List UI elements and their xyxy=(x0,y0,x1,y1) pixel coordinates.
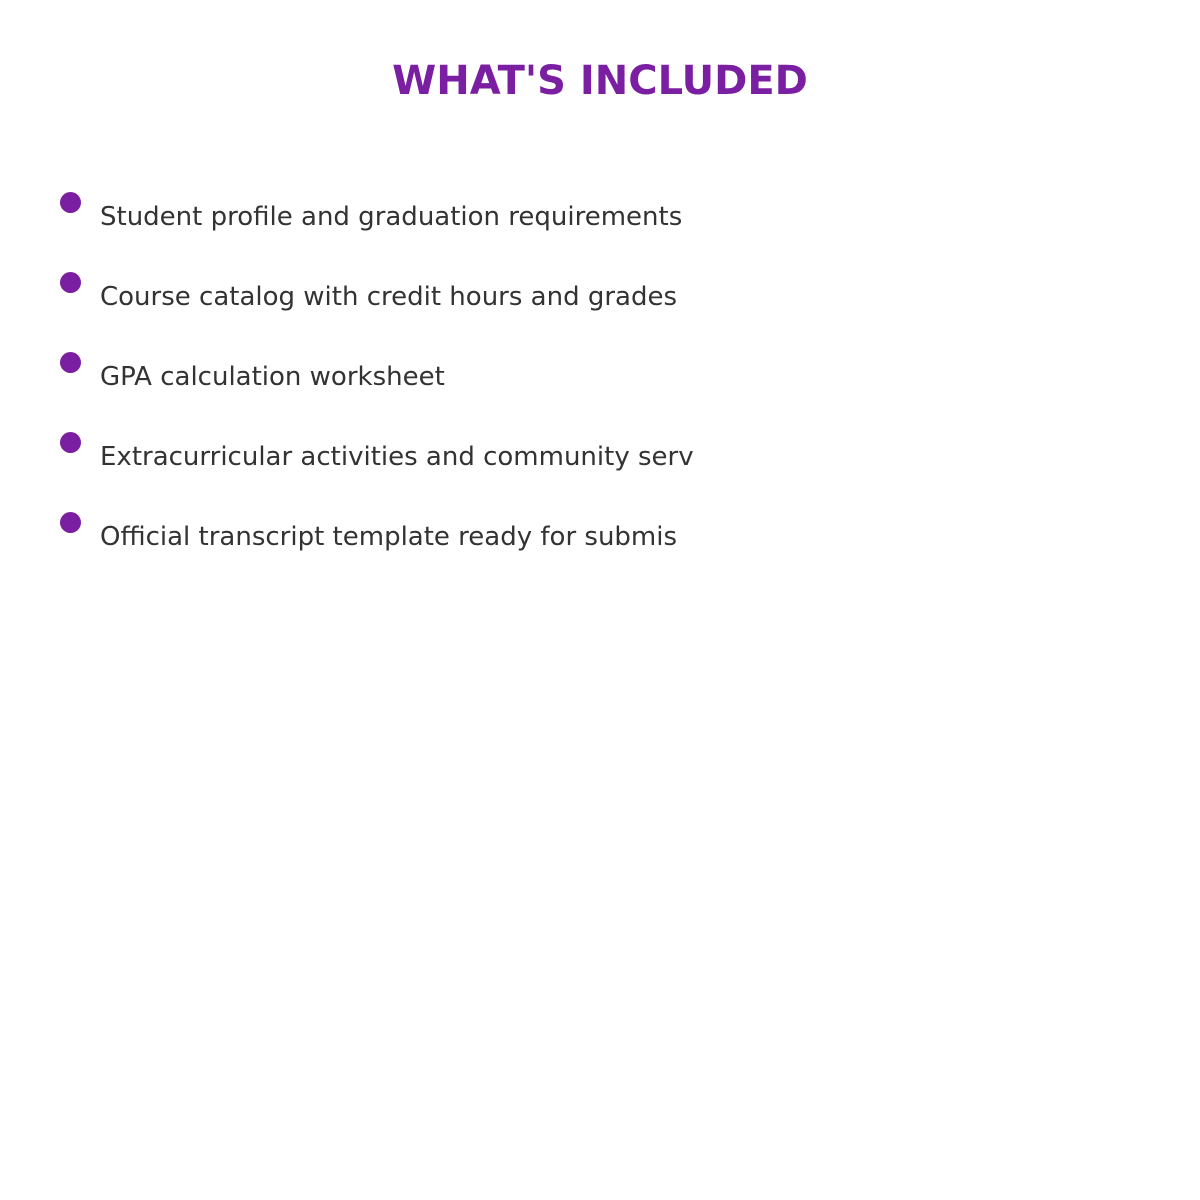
list-item-label: Official transcript template ready for submis xyxy=(100,522,678,552)
list-item xyxy=(60,432,1160,492)
list-item xyxy=(60,192,1160,252)
bullet-icon xyxy=(60,192,81,213)
list-item-label: Student profile and graduation requirements xyxy=(100,202,683,232)
page-title: WHAT'S INCLUDED xyxy=(392,58,808,104)
list-item-label: GPA calculation worksheet xyxy=(100,362,445,392)
list-item xyxy=(60,272,1160,332)
list-item xyxy=(60,512,1160,572)
list-item-label: Course catalog with credit hours and grades xyxy=(100,282,678,312)
bullet-icon xyxy=(60,272,81,293)
bullet-icon xyxy=(60,352,81,373)
list-item-label: Extracurricular activities and community serv xyxy=(100,442,694,472)
bullet-icon xyxy=(60,512,81,533)
bullet-icon xyxy=(60,432,81,453)
list-item xyxy=(60,352,1160,412)
